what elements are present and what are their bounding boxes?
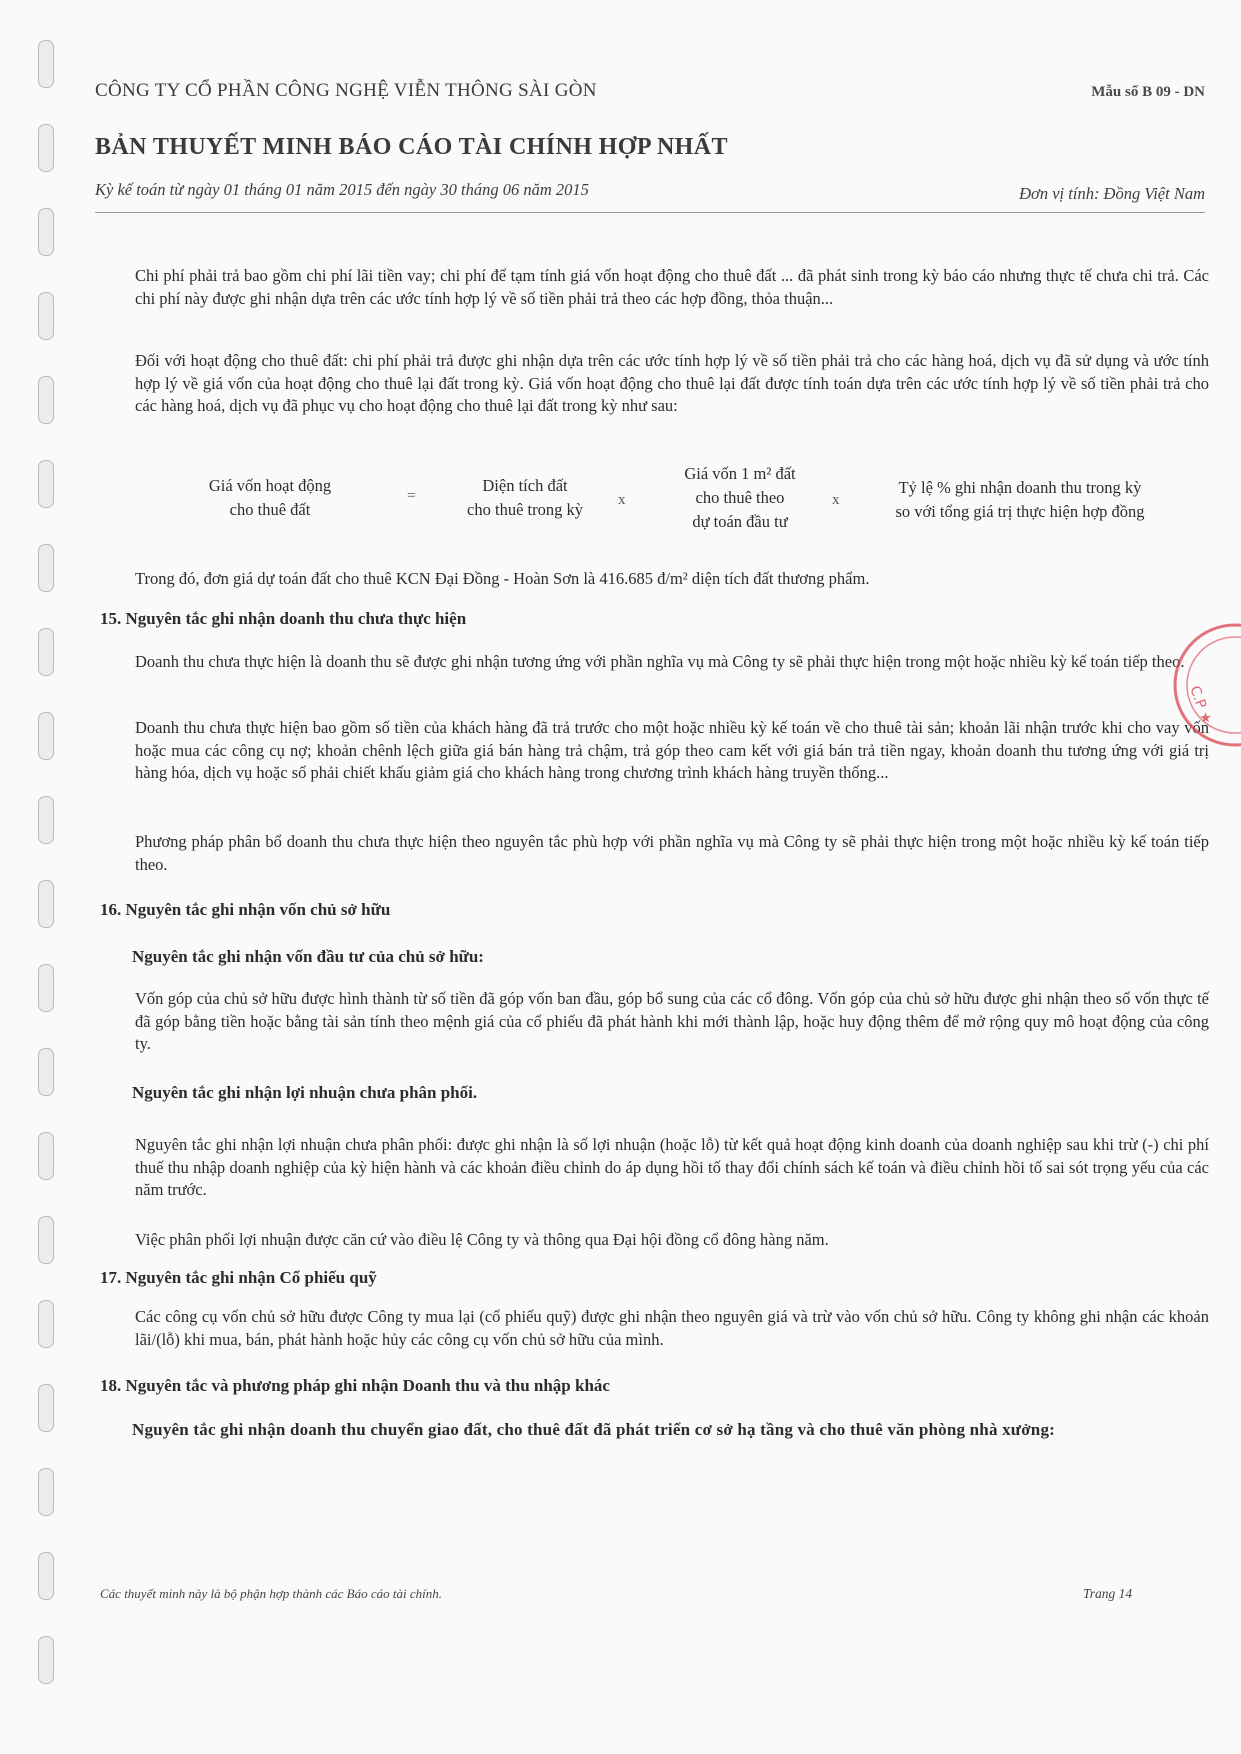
binding-hole xyxy=(38,1300,54,1348)
binding-hole xyxy=(38,712,54,760)
section-16-paragraph-1: Vốn góp của chủ sở hữu được hình thành từ số tiền đã góp vốn ban đầu, góp bổ sung của các cổ đông. Vốn góp của chủ sở hữu được ghi nhận theo số vốn thực tế đã góp bằng tiền hoặc bằng tài sản tính theo mệnh giá của cổ phiếu đã phát hành khi mới thành lập, hoặc huy động thêm để mở rộng quy mô hoạt động của công ty. xyxy=(135,989,1209,1053)
section-16-paragraph-2: Nguyên tắc ghi nhận lợi nhuận chưa phân phối: được ghi nhận là số lợi nhuận (hoặc lỗ) từ kết quả hoạt động kinh doanh của doanh nghiệp sau khi trừ (-) chi phí thuế thu nhập doanh nghiệp của kỳ hiện hành và các khoản điều chỉnh do áp dụng hồi tố thay đổi chính sách kế toán và điều chỉnh hồi tố sai sót trọng yếu của các năm trước. xyxy=(135,1135,1209,1199)
report-title: BẢN THUYẾT MINH BÁO CÁO TÀI CHÍNH HỢP NHẤT xyxy=(95,134,728,160)
formula-operator-multiply: x xyxy=(832,492,840,508)
binding-hole xyxy=(38,292,54,340)
binding-hole xyxy=(38,1468,54,1516)
binding-hole xyxy=(38,1216,54,1264)
binding-hole xyxy=(38,40,54,88)
binding-hole xyxy=(38,460,54,508)
section-18-subheading-1: Nguyên tắc ghi nhận doanh thu chuyển giao đất, cho thuê đất đã phát triển cơ sở hạ tầng và cho thuê văn phòng nhà xưởng: xyxy=(132,1420,1056,1439)
section-16-paragraph-3: Việc phân phối lợi nhuận được căn cứ vào điều lệ Công ty và thông qua Đại hội đồng cổ đông hàng năm. xyxy=(135,1230,829,1249)
binding-hole xyxy=(38,964,54,1012)
cost-formula xyxy=(135,462,1209,548)
binding-holes xyxy=(36,40,56,1730)
land-lease-paragraph: Đối với hoạt động cho thuê đất: chi phí phải trả được ghi nhận dựa trên các ước tính hợp lý về số tiền phải trả cho các hàng hoá, dịch vụ đã sử dụng và ước tính hợp lý về giá vốn của hoạt động cho thuê lại đất trong kỳ. Giá vốn hoạt động cho thuê lại đất được tính toán dựa trên các ước tính hợp lý về số tiền phải trả cho các hàng hoá, dịch vụ đã phục vụ cho hoạt động cho thuê lại đất trong kỳ như sau: xyxy=(135,351,1209,415)
formula-term-cost xyxy=(165,474,375,522)
svg-text:C.P ★: C.P ★ xyxy=(1186,683,1215,727)
company-seal xyxy=(1150,620,1241,750)
section-15-heading: 15. Nguyên tắc ghi nhận doanh thu chưa thực hiện xyxy=(100,609,467,628)
footer-note: Các thuyết minh này là bộ phận hợp thành các Báo cáo tài chính. xyxy=(100,1586,442,1601)
formula-term-line: Giá vốn hoạt động xyxy=(208,476,332,495)
formula-operator-equals: = xyxy=(407,488,416,504)
page-number: Trang 14 xyxy=(1083,1586,1133,1601)
binding-hole xyxy=(38,1552,54,1600)
binding-hole xyxy=(38,628,54,676)
binding-hole xyxy=(38,1132,54,1180)
binding-hole xyxy=(38,544,54,592)
form-code: Mẫu số B 09 - DN xyxy=(1091,84,1205,100)
section-17-paragraph-1: Các công cụ vốn chủ sở hữu được Công ty mua lại (cổ phiếu quỹ) được ghi nhận theo nguyên giá và trừ vào vốn chủ sở hữu. Công ty không ghi nhận các khoản lãi/(lỗ) khi mua, bán, phát hành hoặc hủy các công cụ vốn chủ sở hữu của mình. xyxy=(135,1307,1209,1349)
header-divider xyxy=(95,212,1205,213)
section-15-paragraph-3: Phương pháp phân bổ doanh thu chưa thực hiện theo nguyên tắc phù hợp với phần nghĩa vụ mà Công ty sẽ phải thực hiện trong một hoặc nhiều kỳ kế toán tiếp theo. xyxy=(135,832,1209,874)
formula-term-line: cho thuê trong kỳ xyxy=(467,500,583,519)
section-15-paragraph-1: Doanh thu chưa thực hiện là doanh thu sẽ được ghi nhận tương ứng với phần nghĩa vụ mà Công ty sẽ phải thực hiện trong một hoặc nhiều kỳ kế toán tiếp theo. xyxy=(135,652,1185,671)
binding-hole xyxy=(38,1636,54,1684)
formula-operator-multiply: x xyxy=(618,492,626,508)
accrued-expenses-paragraph: Chi phí phải trả bao gồm chi phí lãi tiền vay; chi phí để tạm tính giá vốn hoạt động cho thuê đất ... đã phát sinh trong kỳ báo cáo nhưng thực tế chưa chi trả. Các chi phí này được ghi nhận dựa trên các ước tính hợp lý về số tiền phải trả theo các hợp đồng, thỏa thuận... xyxy=(135,266,1209,308)
binding-hole xyxy=(38,376,54,424)
section-16-subheading-1: Nguyên tắc ghi nhận vốn đầu tư của chủ sở hữu: xyxy=(132,947,484,966)
company-name: CÔNG TY CỔ PHẦN CÔNG NGHỆ VIỄN THÔNG SÀI GÒN xyxy=(95,80,597,101)
binding-hole xyxy=(38,796,54,844)
formula-term-line: Tỷ lệ % ghi nhận doanh thu trong kỳ xyxy=(898,478,1142,497)
formula-term-revenue-ratio xyxy=(850,476,1190,524)
unit-price-note: Trong đó, đơn giá dự toán đất cho thuê KCN Đại Đồng - Hoàn Sơn là 416.685 đ/m² diện tích đất thương phẩm. xyxy=(135,569,870,588)
binding-hole xyxy=(38,208,54,256)
section-17-heading: 17. Nguyên tắc ghi nhận Cổ phiếu quỹ xyxy=(100,1268,377,1287)
formula-term-line: Diện tích đất xyxy=(482,476,568,495)
section-18-heading: 18. Nguyên tắc và phương pháp ghi nhận Doanh thu và thu nhập khác xyxy=(100,1376,610,1395)
formula-term-line: dự toán đầu tư xyxy=(692,512,788,531)
section-15-paragraph-2: Doanh thu chưa thực hiện bao gồm số tiền của khách hàng đã trả trước cho một hoặc nhiều kỳ kế toán về cho thuê tài sản; khoản lãi nhận trước khi cho vay vốn hoặc mua các công cụ nợ; khoản chênh lệch giữa giá bán hàng trả chậm, trả góp theo cam kết với giá bán trả tiền ngay, khoản doanh thu tương ứng với giá trị hàng hóa, dịch vụ hoặc số phải chiết khấu giảm giá cho khách hàng trong chương trình khách hàng truyền thống... xyxy=(135,718,1209,782)
formula-term-line: cho thuê đất xyxy=(229,500,311,519)
section-16-subheading-2: Nguyên tắc ghi nhận lợi nhuận chưa phân phối. xyxy=(132,1083,478,1102)
formula-term-unit-cost xyxy=(635,462,845,534)
binding-hole xyxy=(38,1048,54,1096)
formula-term-line: cho thuê theo xyxy=(695,488,785,507)
section-16-heading: 16. Nguyên tắc ghi nhận vốn chủ sở hữu xyxy=(100,900,391,919)
formula-term-line: so với tổng giá trị thực hiện hợp đồng xyxy=(895,502,1145,521)
formula-term-area xyxy=(425,474,625,522)
binding-hole xyxy=(38,124,54,172)
formula-term-line: Giá vốn 1 m² đất xyxy=(684,464,796,483)
binding-hole xyxy=(38,1384,54,1432)
currency-unit: Đơn vị tính: Đồng Việt Nam xyxy=(1019,184,1205,203)
reporting-period: Kỳ kế toán từ ngày 01 tháng 01 năm 2015 đến ngày 30 tháng 06 năm 2015 xyxy=(95,180,589,199)
binding-hole xyxy=(38,880,54,928)
